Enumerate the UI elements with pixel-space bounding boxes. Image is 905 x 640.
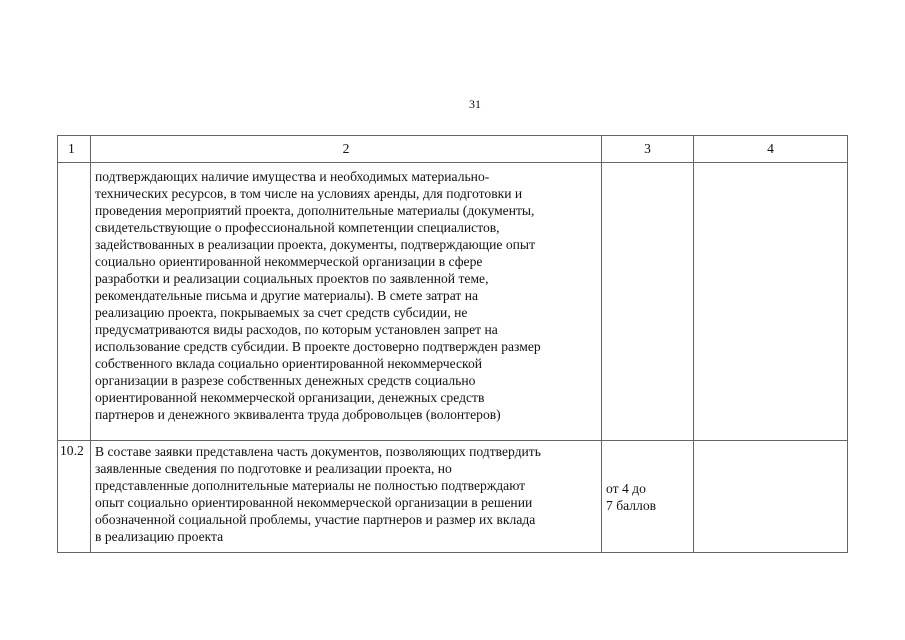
description-line: технических ресурсов, в том числе на условиях аренды, для подготовки и <box>95 186 523 201</box>
row-score <box>602 163 694 441</box>
description-line: использование средств субсидии. В проекте достоверно подтвержден размер <box>95 339 541 354</box>
row-number <box>58 163 91 441</box>
description-line: реализацию проекта, покрываемых за счет средств субсидии, не <box>95 305 468 320</box>
description-line: обозначенной социальной проблемы, участие партнеров и размер их вклада <box>95 512 536 527</box>
row-col4 <box>694 441 848 553</box>
description-line: разработки и реализации социальных проектов по заявленной теме, <box>95 271 489 286</box>
description-line: опыт социально ориентированной некоммерческой организации в решении <box>95 495 533 510</box>
description-line: заявленные сведения по подготовке и реализации проекта, но <box>95 461 452 476</box>
score-line: 7 баллов <box>606 497 657 513</box>
description-line: проведения мероприятий проекта, дополнительные материалы (документы, <box>95 203 535 218</box>
description-line: представленные дополнительные материалы не полностью подтверждают <box>95 478 526 493</box>
row-col4 <box>694 163 848 441</box>
criteria-table <box>57 135 848 553</box>
description-line: подтверждающих наличие имущества и необходимых материально- <box>95 169 490 184</box>
column-header-2: 2 <box>91 136 602 163</box>
description-line: предусматриваются виды расходов, по которым установлен запрет на <box>95 322 498 337</box>
description-line: задействованных в реализации проекта, документы, подтверждающие опыт <box>95 237 536 252</box>
description-line: В составе заявки представлена часть документов, позволяющих подтвердить <box>95 444 541 459</box>
description-line: собственного вклада социально ориентированной некоммерческой <box>95 356 483 371</box>
table-row <box>58 163 848 441</box>
page-number: 31 <box>469 97 481 111</box>
description-line: свидетельствующие о профессиональной компетенции специалистов, <box>95 220 500 235</box>
row-number: 10.2 <box>58 441 91 553</box>
description-line: в реализацию проекта <box>95 529 224 544</box>
column-header-3: 3 <box>602 136 694 163</box>
description-line: рекомендательные письма и другие материалы). В смете затрат на <box>95 288 479 303</box>
table-row <box>58 441 848 553</box>
row-description <box>91 163 602 441</box>
row-description <box>91 441 602 553</box>
description-line: ориентированной некоммерческой организации, денежных средств <box>95 390 485 405</box>
score-line: от 4 до <box>606 480 646 496</box>
row-score <box>602 441 694 553</box>
description-line: организации в разрезе собственных денежных средств социально <box>95 373 476 388</box>
description-line: партнеров и денежного эквивалента труда добровольцев (волонтеров) <box>95 407 501 422</box>
column-header-1: 1 <box>58 136 91 163</box>
description-line: социально ориентированной некоммерческой организации в сфере <box>95 254 483 269</box>
column-header-4: 4 <box>694 136 848 163</box>
table-header-row <box>58 136 848 163</box>
